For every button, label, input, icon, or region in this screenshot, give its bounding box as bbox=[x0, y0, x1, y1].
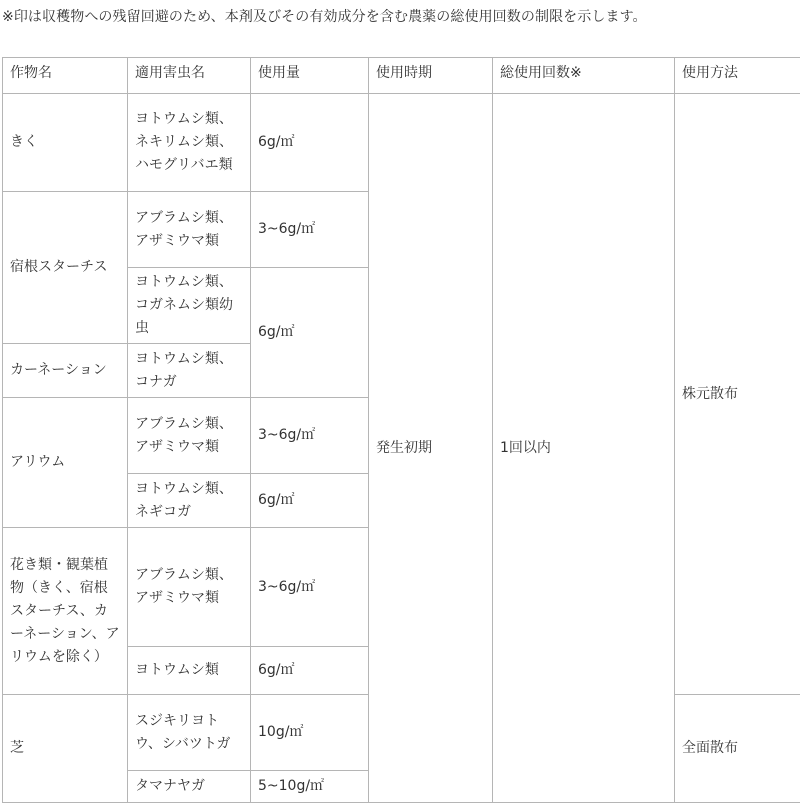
restriction-note: ※印は収穫物への残留回避のため、本剤及びその有効成分を含む農薬の総使用回数の制限を示します。 bbox=[2, 7, 798, 27]
pest-cell: アブラムシ類、アザミウマ類 bbox=[128, 192, 251, 268]
amount-cell: 3~6g/㎡ bbox=[251, 192, 369, 268]
amount-cell: 6g/㎡ bbox=[251, 474, 369, 528]
method-cell: 株元散布 bbox=[675, 94, 800, 695]
pest-cell: タマナヤガ bbox=[128, 771, 251, 803]
table-header-row bbox=[3, 58, 800, 94]
pest-cell: アブラムシ類、アザミウマ類 bbox=[128, 528, 251, 647]
amount-cell: 6g/㎡ bbox=[251, 94, 369, 192]
crop-cell: 芝 bbox=[3, 695, 128, 803]
method-cell: 全面散布 bbox=[675, 695, 800, 803]
crop-cell: 花き類・観葉植物（きく、宿根スターチス、カーネーション、アリウムを除く） bbox=[3, 528, 128, 695]
header-amount: 使用量 bbox=[251, 58, 369, 94]
crop-cell: カーネーション bbox=[3, 344, 128, 398]
amount-cell: 3~6g/㎡ bbox=[251, 398, 369, 474]
count-cell: 1回以内 bbox=[493, 94, 675, 803]
pest-cell: ヨトウムシ類、ネギコガ bbox=[128, 474, 251, 528]
pest-cell: ヨトウムシ類、ネキリムシ類、ハモグリバエ類 bbox=[128, 94, 251, 192]
pest-cell: ヨトウムシ類、コナガ bbox=[128, 344, 251, 398]
pest-cell: ヨトウムシ類、コガネムシ類幼虫 bbox=[128, 268, 251, 344]
header-timing: 使用時期 bbox=[369, 58, 493, 94]
header-count: 総使用回数※ bbox=[493, 58, 675, 94]
amount-cell: 10g/㎡ bbox=[251, 695, 369, 771]
header-pest: 適用害虫名 bbox=[128, 58, 251, 94]
amount-cell: 6g/㎡ bbox=[251, 268, 369, 398]
pest-cell: アブラムシ類、アザミウマ類 bbox=[128, 398, 251, 474]
header-crop: 作物名 bbox=[3, 58, 128, 94]
timing-cell: 発生初期 bbox=[369, 94, 493, 803]
pest-cell: ヨトウムシ類 bbox=[128, 647, 251, 695]
crop-cell: アリウム bbox=[3, 398, 128, 528]
pest-cell: スジキリヨトウ、シバツトガ bbox=[128, 695, 251, 771]
amount-cell: 6g/㎡ bbox=[251, 647, 369, 695]
table-row bbox=[3, 94, 800, 192]
crop-cell: きく bbox=[3, 94, 128, 192]
header-method: 使用方法 bbox=[675, 58, 800, 94]
amount-cell: 5~10g/㎡ bbox=[251, 771, 369, 803]
crop-cell: 宿根スターチス bbox=[3, 192, 128, 344]
amount-cell: 3~6g/㎡ bbox=[251, 528, 369, 647]
pesticide-usage-table bbox=[2, 57, 800, 803]
